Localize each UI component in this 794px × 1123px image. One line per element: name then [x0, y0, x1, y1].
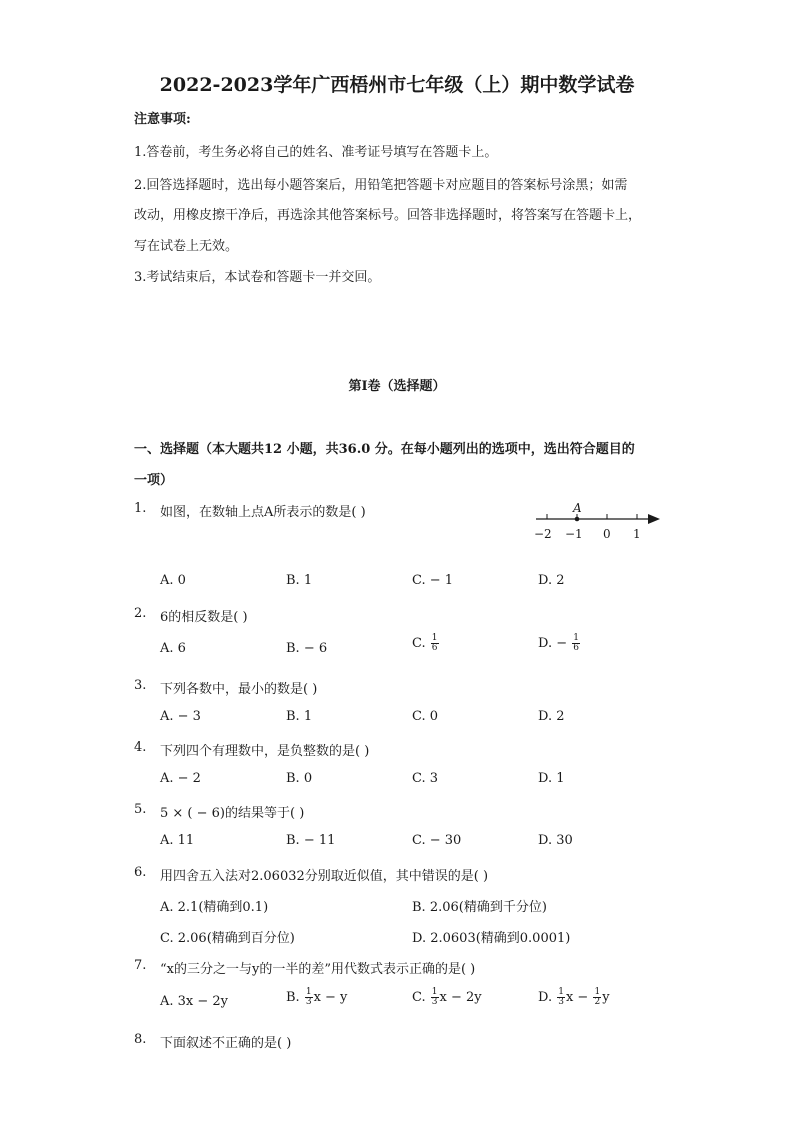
question-stem: 下列各数中，最小的数是( ): [160, 682, 318, 697]
question-stem: 用四舍五入法对2.06032分别取近似值，其中错误的是( ): [160, 869, 489, 884]
question-number: 7.: [134, 958, 147, 973]
question-number: 2.: [134, 606, 147, 621]
option-a: A. 11: [160, 833, 195, 848]
arrow-icon: [648, 514, 660, 524]
tick-label: 1: [633, 527, 641, 541]
option-b: B. 0: [286, 771, 313, 786]
option-d: D. 2.0603(精确到0.0001): [412, 931, 571, 946]
option-b: B. − 6: [286, 641, 328, 656]
question-number: 4.: [134, 740, 147, 755]
note-2-line-2: 改动，用橡皮擦干净后，再选涂其他答案标号。回答非选择题时，将答案写在答题卡上，: [134, 208, 642, 223]
note-3: 3.考试结束后，本试卷和答题卡一并交回。: [134, 270, 381, 285]
question-number: 6.: [134, 865, 147, 880]
option-d: D. $\frac{1}{3}$ x − $\frac{1}{2}$ y: [538, 987, 610, 1007]
option-a: A. − 3: [160, 709, 201, 724]
option-a: A. 2.1(精确到0.1): [160, 900, 269, 915]
option-a: A. 6: [160, 641, 186, 656]
point-a-dot: [575, 517, 580, 522]
section-title: 第Ⅰ卷（选择题）: [348, 379, 446, 394]
option-b: B. − 11: [286, 833, 336, 848]
note-1: 1.答卷前，考生务必将自己的姓名、准考证号填写在答题卡上。: [134, 145, 498, 160]
fraction: $\frac{1}{2}$: [594, 987, 601, 1007]
fraction: $\frac{1}{6}$: [431, 633, 438, 653]
point-a-label: A: [573, 501, 582, 515]
question-number: 5.: [134, 802, 147, 817]
part-heading-line-2: 一项）: [134, 473, 174, 488]
option-c: C. 2.06(精确到百分位): [160, 931, 295, 946]
question-stem: 6的相反数是( ): [160, 610, 248, 625]
note-2-line-3: 写在试卷上无效。: [134, 239, 239, 254]
question-stem: 下面叙述不正确的是( ): [160, 1036, 292, 1051]
question-stem: 5 × ( − 6)的结果等于( ): [160, 806, 305, 821]
fraction: $\frac{1}{6}$: [573, 633, 579, 653]
option-c: C. − 30: [412, 833, 462, 848]
fraction: $\frac{1}{3}$: [305, 987, 312, 1007]
tick-label: −1: [565, 527, 583, 541]
option-a: A. 3x − 2y: [160, 994, 229, 1009]
part-heading-line-1: 一、选择题（本大题共12 小题，共36.0 分。在每小题列出的选项中，选出符合题目的: [134, 442, 635, 457]
option-d: D. 30: [538, 833, 573, 848]
question-number: 1.: [134, 501, 147, 516]
question-number: 3.: [134, 678, 147, 693]
fraction: $\frac{1}{3}$: [558, 987, 564, 1007]
question-stem: 如图，在数轴上点A所表示的数是( ): [160, 505, 366, 520]
option-d: D. 1: [538, 771, 565, 786]
tick-label: −2: [534, 527, 552, 541]
option-d: D. 2: [538, 573, 565, 588]
option-a: A. 0: [160, 573, 186, 588]
option-b: B. $\frac{1}{3}$ x − y: [286, 987, 348, 1007]
option-d: D. − $\frac{1}{6}$: [538, 633, 579, 653]
fraction: $\frac{1}{3}$: [431, 987, 438, 1007]
question-stem: 下列四个有理数中，是负整数的是( ): [160, 744, 370, 759]
number-line-figure: [530, 500, 666, 545]
notes-heading: 注意事项:: [134, 112, 191, 127]
option-c: C. $\frac{1}{3}$ x − 2y: [412, 987, 482, 1007]
option-c: C. − 1: [412, 573, 454, 588]
option-d: D. 2: [538, 709, 565, 724]
exam-title: 2022-2023学年广西梧州市七年级（上）期中数学试卷: [159, 74, 635, 96]
question-number: 8.: [134, 1032, 147, 1047]
option-b: B. 1: [286, 573, 313, 588]
note-2-line-1: 2.回答选择题时，选出每小题答案后，用铅笔把答题卡对应题目的答案标号涂黑；如需: [134, 178, 628, 193]
tick-label: 0: [603, 527, 611, 541]
option-c: C. 3: [412, 771, 439, 786]
option-b: B. 2.06(精确到千分位): [412, 900, 547, 915]
option-b: B. 1: [286, 709, 313, 724]
option-c: C. 0: [412, 709, 439, 724]
option-a: A. − 2: [160, 771, 201, 786]
option-c: C. $\frac{1}{6}$: [412, 633, 438, 653]
question-stem: “x的三分之一与y的一半的差”用代数式表示正确的是( ): [160, 962, 476, 977]
